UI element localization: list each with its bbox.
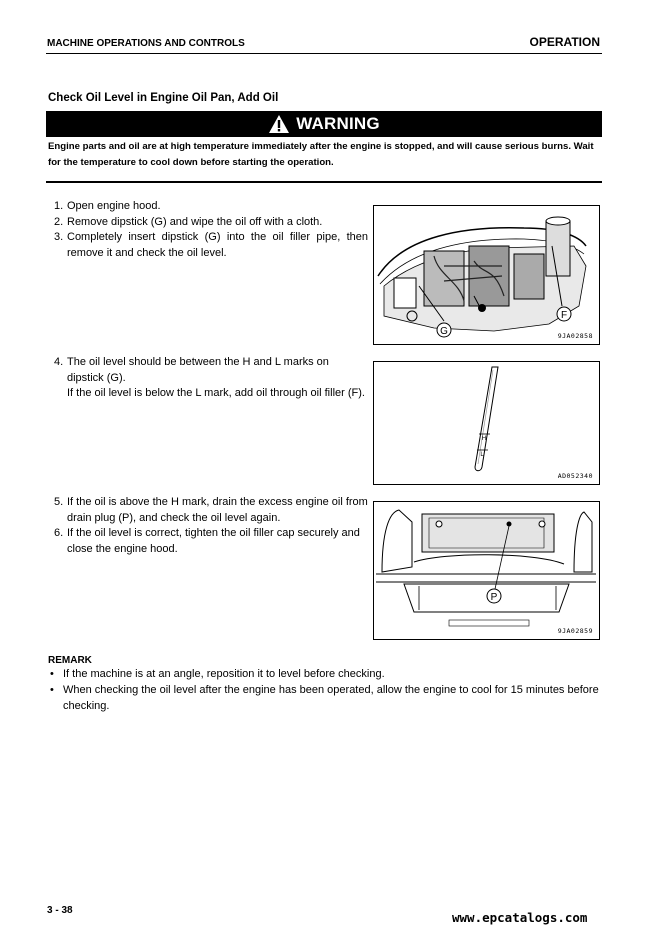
figure-code: AD052340 (557, 472, 593, 480)
remark-list (50, 666, 602, 714)
warning-label: WARNING (296, 114, 380, 133)
warning-triangle-icon (268, 114, 290, 134)
warning-text: Engine parts and oil are at high temperature immediately after the engine is stopped, and will cause serious burns. Wait for the temperature to cool down before starting the operation. (48, 141, 594, 168)
callout-g: G (440, 326, 448, 337)
step-item: 1. Open engine hood. (54, 200, 161, 212)
remark-item: • If the machine is at an angle, reposition it to level before checking. (50, 668, 385, 680)
step-item: 6. If the oil level is correct, tighten the oil filler cap securely and close the engine hood. (54, 527, 360, 555)
watermark-site: www.epcatalogs.com (452, 910, 588, 925)
remark-heading: REMARK (48, 655, 92, 666)
figure-drain-plug (373, 501, 600, 640)
dipstick-illustration (374, 362, 599, 484)
callout-f: F (560, 310, 568, 321)
step-item: 4. The oil level should be between the H and L marks on dipstick (G). If the oil level is below the L mark, add oil through oil filler (F). (54, 356, 365, 399)
step-item: 2. Remove dipstick (G) and wipe the oil off with a cloth. (54, 215, 323, 228)
callout-p: P (490, 592, 498, 603)
running-header-left: MACHINE OPERATIONS AND CONTROLS (47, 38, 245, 49)
warning-rule (46, 181, 602, 183)
drain-plug-illustration (374, 502, 599, 639)
figure-code: 9JA02858 (557, 332, 593, 340)
dipstick-mark-h: H (481, 436, 487, 442)
remark-item: • When checking the oil level after the engine has been operated, allow the engine to cool for 15 minutes before checking. (50, 684, 599, 712)
engine-compartment-illustration (374, 206, 599, 344)
running-header-right: OPERATION (529, 35, 600, 49)
steps-list-1 (54, 199, 368, 261)
warning-banner (46, 111, 602, 137)
step-item: 5. If the oil is above the H mark, drain the excess engine oil from drain plug (P), and check the oil level again. (54, 496, 368, 524)
steps-list-3 (54, 495, 368, 557)
step-item: 3. Completely insert dipstick (G) into the oil filler pipe, then remove it and check the oil level. (54, 231, 368, 259)
figure-code: 9JA02859 (557, 627, 593, 635)
steps-list-2 (54, 355, 368, 402)
section-title: Check Oil Level in Engine Oil Pan, Add Oil (48, 92, 279, 104)
dipstick-mark-l: L (480, 452, 484, 458)
page-number: 3 - 38 (47, 905, 73, 916)
figure-engine-compartment (373, 205, 600, 345)
header-rule (46, 53, 602, 54)
figure-dipstick (373, 361, 600, 485)
